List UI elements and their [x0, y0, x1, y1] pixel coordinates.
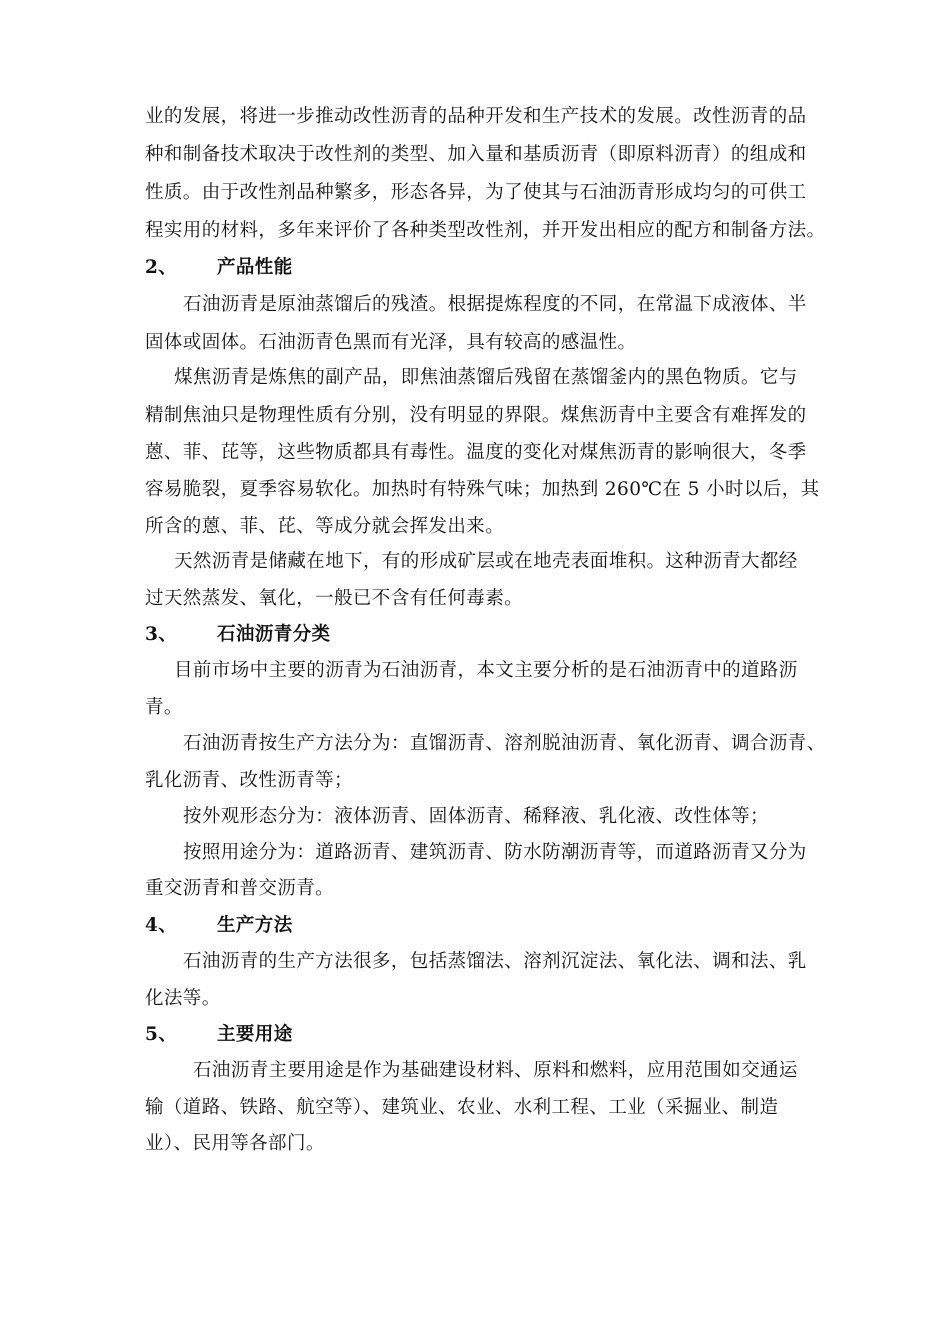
paragraph-line: 蒽、菲、芘等，这些物质都具有毒性。温度的变化对煤焦沥青的影响很大，冬季	[145, 442, 807, 463]
paragraph-line: 石油沥青是原油蒸馏后的残渣。根据提炼程度的不同，在常温下成液体、半	[183, 294, 807, 315]
section-number: 5、	[145, 1024, 178, 1045]
paragraph-line: 化法等。	[145, 988, 221, 1009]
paragraph-line: 业）、民用等各部门。	[145, 1133, 325, 1154]
paragraph-line: 石油沥青主要用途是作为基础建设材料、原料和燃料，应用范围如交通运	[193, 1060, 798, 1081]
paragraph-line: 业的发展，将进一步推动改性沥青的品种开发和生产技术的发展。改性沥青的品	[145, 106, 807, 127]
section-title: 主要用途	[217, 1024, 293, 1045]
paragraph-line: 煤焦沥青是炼焦的副产品，即焦油蒸馏后残留在蒸馏釜内的黑色物质。它与	[174, 367, 798, 388]
paragraph-line: 按外观形态分为：液体沥青、固体沥青、稀释液、乳化液、改性体等；	[183, 806, 769, 827]
section-heading	[145, 914, 293, 938]
section-number: 2、	[145, 257, 178, 278]
paragraph-line: 所含的蒽、菲、芘、等成分就会挥发出来。	[145, 516, 505, 537]
paragraph-line: 乳化沥青、改性沥青等；	[145, 770, 353, 791]
paragraph-line: 天然沥青是储藏在地下，有的形成矿层或在地壳表面堆积。这种沥青大都经	[174, 551, 798, 572]
paragraph-line: 性质。由于改性剂品种繁多，形态各异，为了使其与石油沥青形成均匀的可供工	[145, 182, 807, 203]
paragraph-line: 容易脆裂，夏季容易软化。加热时有特殊气味；加热到 260℃在 5 小时以后，其	[145, 479, 820, 500]
paragraph-line: 青。	[145, 697, 183, 718]
paragraph-line: 固体或固体。石油沥青色黑而有光泽，具有较高的感温性。	[145, 332, 637, 353]
section-heading	[145, 256, 293, 280]
section-title: 生产方法	[217, 915, 293, 936]
paragraph-line: 石油沥青按生产方法分为：直馏沥青、溶剂脱油沥青、氧化沥青、调合沥青、	[183, 733, 826, 754]
paragraph-line: 输（道路、铁路、航空等）、建筑业、农业、水利工程、工业（采掘业、制造	[145, 1097, 779, 1118]
paragraph-line: 精制焦油只是物理性质有分别，没有明显的界限。煤焦沥青中主要含有难挥发的	[145, 405, 807, 426]
paragraph-line: 种和制备技术取决于改性剂的类型、加入量和基质沥青（即原料沥青）的组成和	[145, 144, 807, 165]
paragraph-line: 程实用的材料，多年来评价了各种类型改性剂，并开发出相应的配方和制备方法。	[145, 220, 826, 241]
paragraph-line: 目前市场中主要的沥青为石油沥青，本文主要分析的是石油沥青中的道路沥	[174, 660, 798, 681]
paragraph-line: 按照用途分为：道路沥青、建筑沥青、防水防潮沥青等，而道路沥青又分为	[183, 842, 807, 863]
section-title: 石油沥青分类	[217, 624, 331, 645]
section-heading	[145, 623, 330, 647]
paragraph-line: 过天然蒸发、氧化，一般已不含有任何毒素。	[145, 588, 524, 609]
section-title: 产品性能	[217, 257, 293, 278]
section-number: 3、	[145, 624, 178, 645]
paragraph-line: 重交沥青和普交沥青。	[145, 878, 335, 899]
section-number: 4、	[145, 915, 178, 936]
paragraph-line: 石油沥青的生产方法很多，包括蒸馏法、溶剂沉淀法、氧化法、调和法、乳	[183, 951, 807, 972]
section-heading	[145, 1023, 293, 1047]
